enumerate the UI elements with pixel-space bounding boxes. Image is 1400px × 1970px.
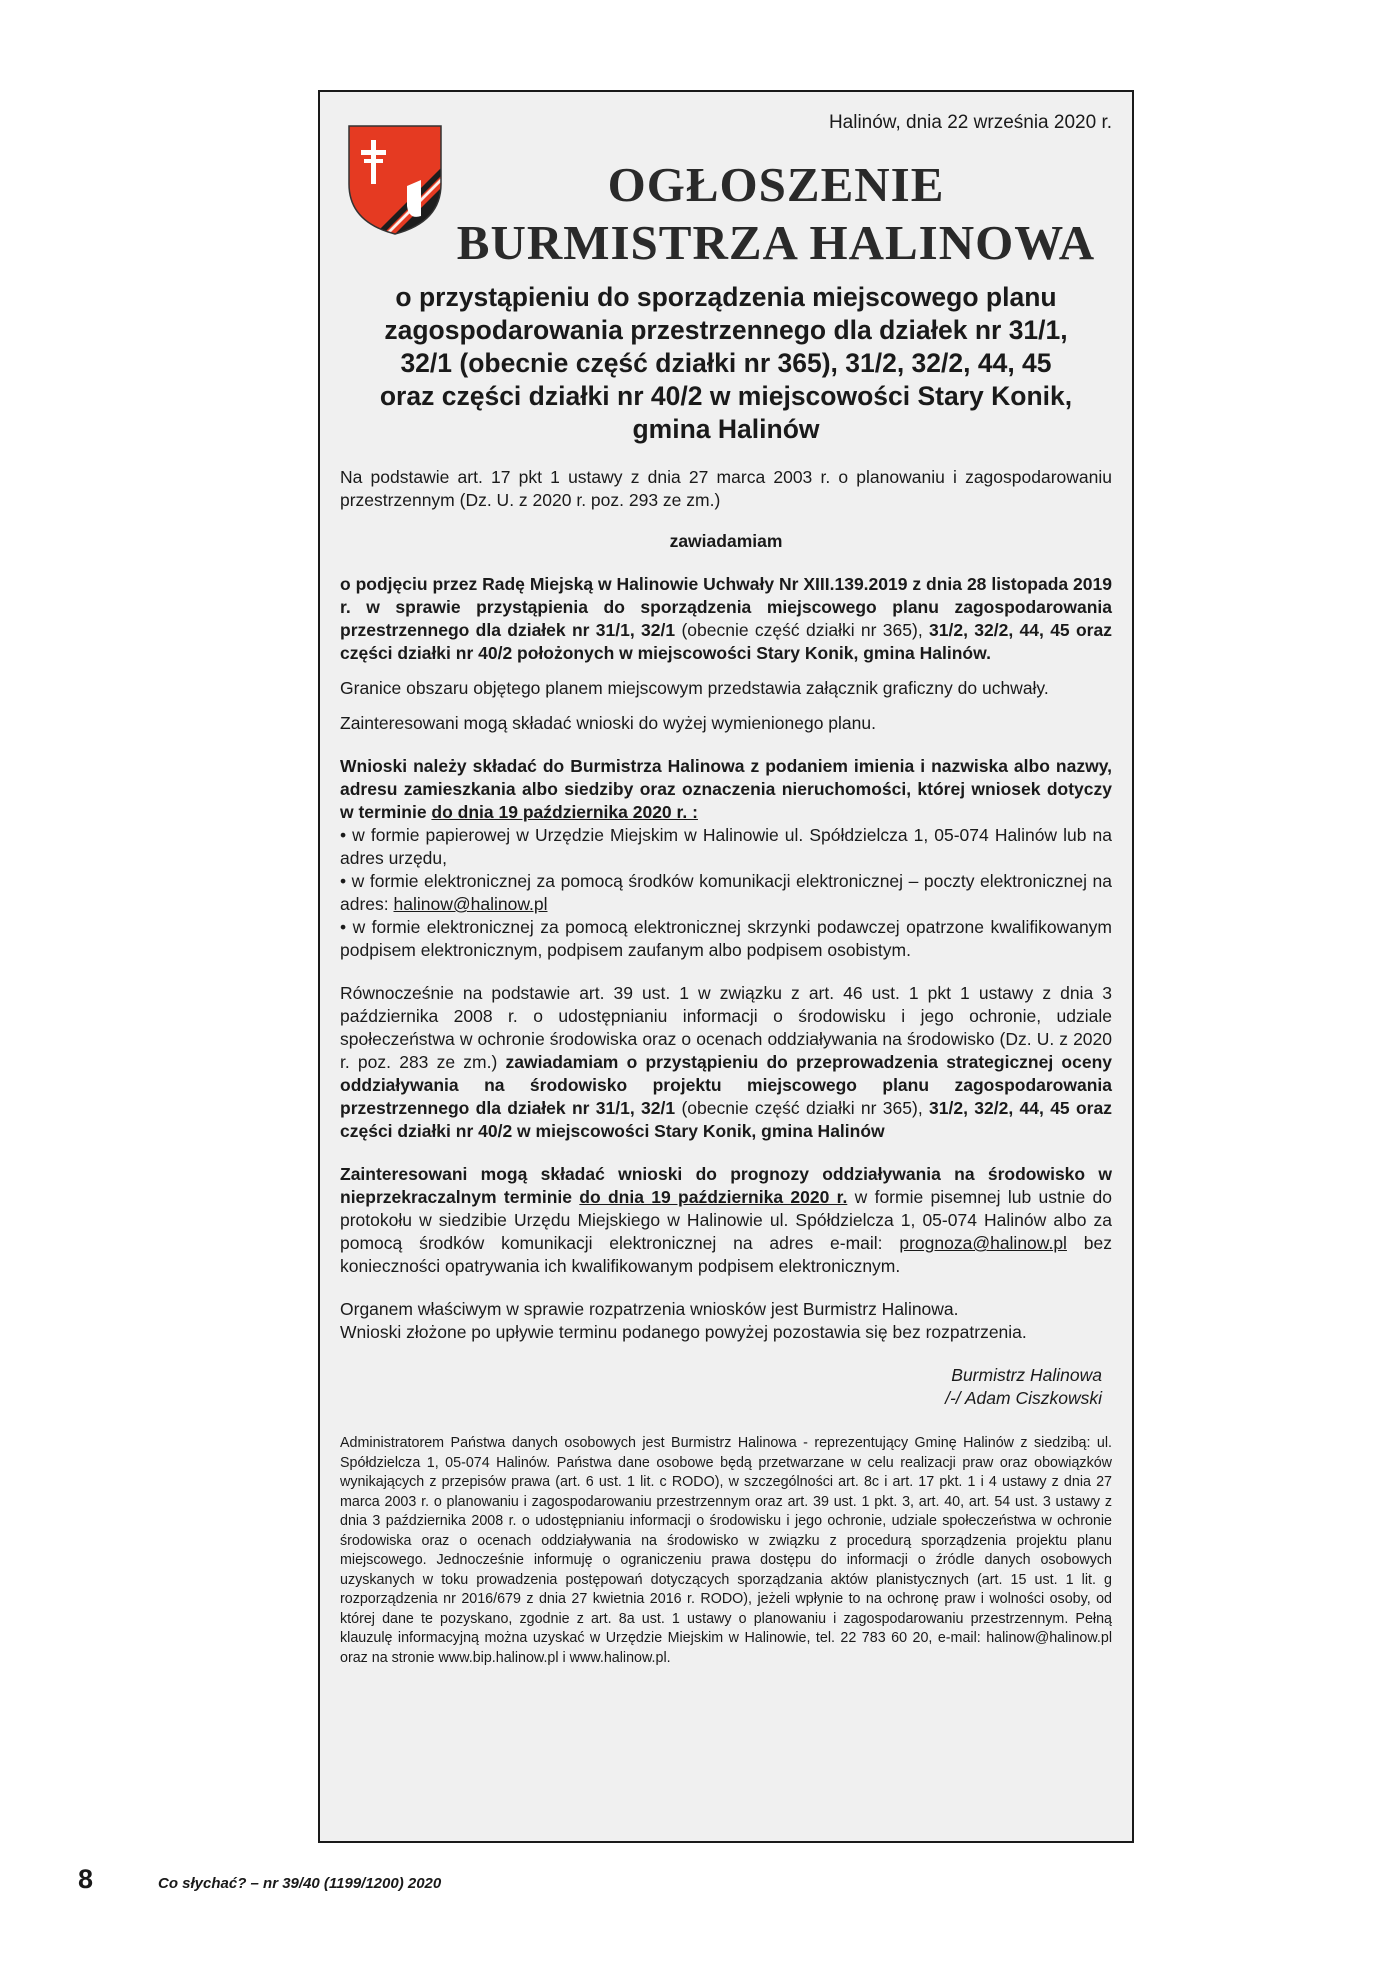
forecast-normal: w formie pisemnej lub ustnie do protokołu w siedzibie Urzędu Miejskiego w Halinowie ul. Spółdzielcza 1, 05-074 Halinów albo za pomocą środków komunikacji elektronicznej na adres e-mail: <box>340 1187 1112 1253</box>
notice-box <box>318 90 1134 1843</box>
resolution-normal: (obecnie część działki nr 365), <box>675 620 930 640</box>
sea-paragraph <box>340 982 1112 1143</box>
bullet-email-text: • w formie elektronicznej za pomocą środków komunikacji elektronicznej – poczty elektronicznej na adres: <box>340 871 1112 914</box>
forecast-end: bez konieczności opatrywania ich kwalifikowanym podpisem elektronicznym. <box>340 1233 1112 1276</box>
authority-line-1: Organem właściwym w sprawie rozpatrzenia wniosków jest Burmistrz Halinowa. <box>340 1299 959 1319</box>
signature-name: /-/ Adam Ciszkowski <box>945 1388 1102 1408</box>
subtitle-line-1: o przystąpieniu do sporządzenia miejscowego planu <box>395 282 1057 312</box>
title-line-1: OGŁOSZENIE <box>607 157 945 212</box>
applications-bold: Wnioski należy składać do Burmistrza Halinowa z podaniem imienia i nazwiska albo nazwy, adresu zamieszkania albo siedziby oraz oznaczenia nieruchomości, której wniosek dotyczy w terminie <box>340 756 1112 822</box>
page-number: 8 <box>78 1864 94 1894</box>
subtitle-line-2: zagospodarowania przestrzennego dla działek nr 31/1, <box>384 315 1068 345</box>
sea-bold-2: 31/2, 32/2, 44, 45 oraz części działki nr 40/2 w miejscowości Stary Konik, gmina Halinów <box>340 1098 1112 1141</box>
subtitle-line-4: oraz części działki nr 40/2 w miejscowości Stary Konik, <box>379 381 1073 411</box>
notice-subtitle <box>340 281 1112 446</box>
applications-deadline: do dnia 19 października 2020 r. : <box>431 802 698 822</box>
legal-basis: Na podstawie art. 17 pkt 1 ustawy z dnia 27 marca 2003 r. o planowaniu i zagospodarowaniu przestrzennym (Dz. U. z 2020 r. poz. 293 ze zm.) <box>340 467 1112 510</box>
notice-date: Halinów, dnia 22 września 2020 r. <box>828 112 1112 133</box>
subtitle-line-5: gmina Halinów <box>632 414 820 444</box>
sea-normal-2: (obecnie część działki nr 365), <box>675 1098 930 1118</box>
authority-line-2: Wnioski złożone po upływie terminu podanego powyżej pozostawia się bez rozpatrzenia. <box>340 1322 1027 1342</box>
signature-block <box>340 1364 1112 1410</box>
bullet-paper: • w formie papierowej w Urzędzie Miejskim w Halinowie ul. Spółdzielcza 1, 05-074 Halinów lub na adres urzędu, <box>340 825 1112 868</box>
notice-content <box>340 281 1112 1668</box>
boundaries-paragraph: Granice obszaru objętego planem miejscowym przedstawia załącznik graficzny do uchwały. <box>340 678 1049 698</box>
announce-word: zawiadamiam <box>669 531 783 551</box>
signature-title: Burmistrz Halinowa <box>951 1365 1102 1385</box>
resolution-bold-2: 31/2, 32/2, 44, 45 oraz części działki nr 40/2 położonych w miejscowości Stary Konik, gmina Halinów. <box>340 620 1112 663</box>
interested-paragraph: Zainteresowani mogą składać wnioski do wyżej wymienionego planu. <box>340 713 876 733</box>
forecast-deadline: do dnia 19 października 2020 r. <box>579 1187 848 1207</box>
applications-paragraph <box>340 755 1112 824</box>
bullet-email <box>340 870 1112 916</box>
sea-normal-1: Równocześnie na podstawie art. 39 ust. 1 w związku z art. 46 ust. 1 pkt 1 ustawy z dnia 3 października 2008 r. o udostępnianiu informacji o środowisku i jego ochronie, udziale społeczeństwa w ochronie środowiska oraz o ocenach oddziaływania na środowisko (Dz. U. z 2020 r. poz. 283 ze zm.) <box>340 983 1112 1072</box>
sea-bold-1: zawiadamiam o przystąpieniu do przeprowadzenia strategicznej oceny oddziaływania na środowisko projektu miejscowego planu zagospodarowania przestrzennego dla działek nr 31/1, 32/1 <box>340 1052 1112 1118</box>
forecast-bold: Zainteresowani mogą składać wnioski do prognozy oddziaływania na środowisko w nieprzekraczalnym terminie <box>340 1164 1112 1207</box>
page-footer <box>78 1864 441 1895</box>
email-link-halinow[interactable]: halinow@halinow.pl <box>393 894 548 914</box>
notice-title <box>420 156 1132 272</box>
title-line-2: BURMISTRZA HALINOWA <box>456 215 1096 270</box>
forecast-paragraph <box>340 1163 1112 1278</box>
publication-info: Co słychać? – nr 39/40 (1199/1200) 2020 <box>158 1875 442 1892</box>
subtitle-line-3: 32/1 (obecnie część działki nr 365), 31/2, 32/2, 44, 45 <box>400 348 1052 378</box>
resolution-bold-1: o podjęciu przez Radę Miejską w Halinowie Uchwały Nr XIII.139.2019 z dnia 28 listopada 2019 r. w sprawie przystąpienia do sporządzenia miejscowego planu zagospodarowania przestrzennego dla działek nr 31/1, 32/1 <box>340 574 1112 640</box>
bullet-epuap: • w formie elektronicznej za pomocą elektronicznej skrzynki podawczej opatrzone kwalifikowanym podpisem elektronicznym, podpisem zaufanym albo podpisem osobistym. <box>340 917 1112 960</box>
email-link-prognoza[interactable]: prognoza@halinow.pl <box>899 1233 1067 1253</box>
resolution-paragraph <box>340 573 1112 665</box>
gdpr-clause: Administratorem Państwa danych osobowych jest Burmistrz Halinowa - reprezentujący Gminę Halinów z siedzibą: ul. Spółdzielcza 1, 05-074 Halinów. Państwa dane osobowe będą przetwarzane w celu realizacji praw oraz obowiązków wynikających z przepisów prawa (art. 6 ust. 1 lit. c RODO), w szczególności art. 8c i art. 17 pkt. 1 i 4 ustawy z dnia 27 marca 2003 r. o planowaniu i zagospodarowaniu przestrzennym oraz art. 39 ust. 1 pkt. 3, art. 40, art. 54 ust. 3 ustawy z dnia 3 października 2008 r. o udostępnianiu informacji o środowisku i jego ochronie, udziale społeczeństwa w ochronie środowiska oraz o ocenach oddziaływania na środowisko w związku z procedurą sporządzenia projektu planu miejscowego. Jednocześnie informuję o ograniczeniu prawa dostępu do informacji o źródle danych osobowych uzyskanych w toku prowadzenia postępowań dotyczących sporządzania aktów planistycznych (art. 15 ust. 1 lit. g rozporządzenia nr 2016/679 z dnia 27 kwietnia 2016 r. RODO), jeżeli wpłynie to na ochronę praw i wolności osoby, od której dane te pozyskano, zgodnie z art. 8a ust. 1 ustawy o planowaniu i zagospodarowaniu przestrzennym. Pełną klauzulę informacyjną można uzyskać w Urzędzie Miejskim w Halinowie, tel. 22 783 60 20, e-mail: halinow@halinow.pl oraz na stronie www.bip.halinow.pl i www.halinow.pl. <box>340 1435 1112 1666</box>
